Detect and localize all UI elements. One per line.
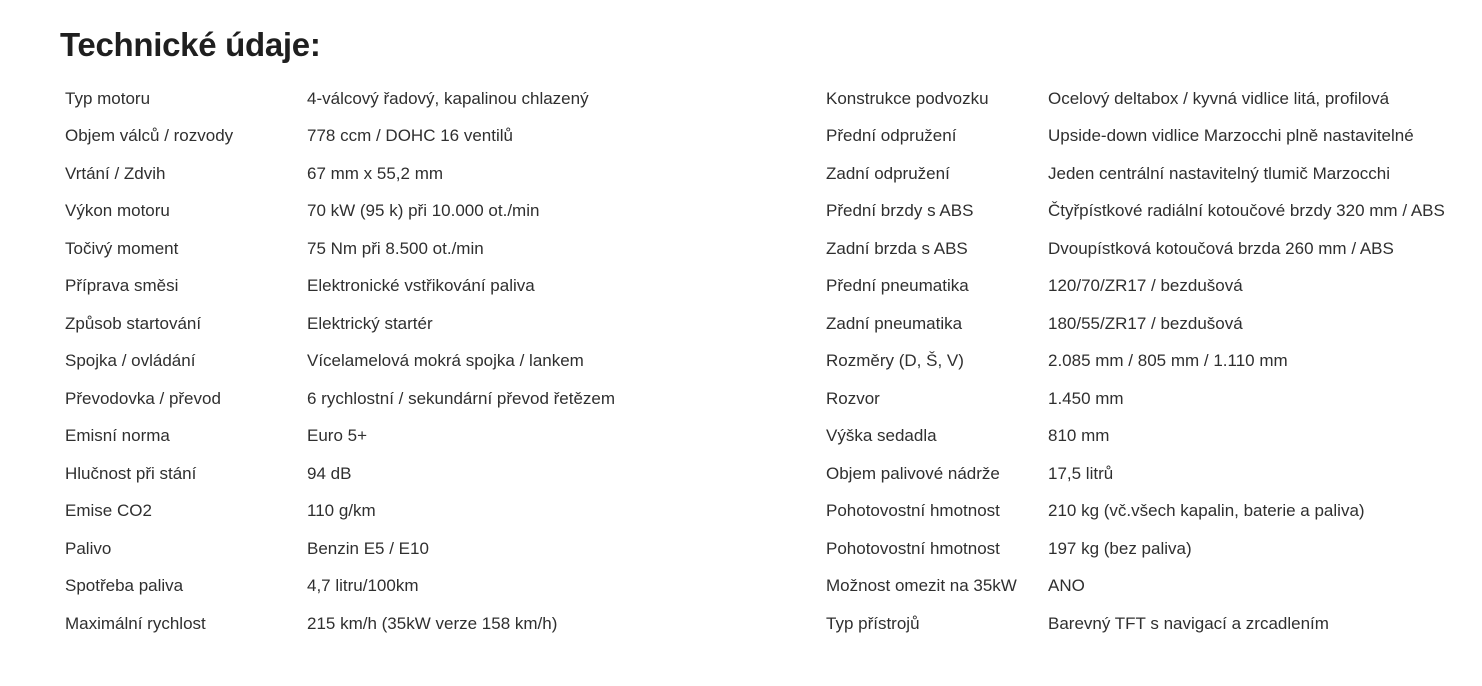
- spec-value: 120/70/ZR17 / bezdušová: [1048, 276, 1243, 296]
- spec-label: Příprava směsi: [65, 276, 179, 296]
- spec-value: ANO: [1048, 576, 1085, 596]
- spec-value: Benzin E5 / E10: [307, 538, 429, 558]
- spec-row: [65, 343, 615, 381]
- spec-label: Zadní brzda s ABS: [826, 238, 968, 258]
- spec-row: [65, 455, 615, 493]
- spec-value: Dvoupístková kotoučová brzda 260 mm / ABS: [1048, 238, 1394, 258]
- spec-value: 810 mm: [1048, 426, 1110, 446]
- spec-row: [826, 118, 1445, 156]
- spec-label: Pohotovostní hmotnost: [826, 538, 1000, 558]
- spec-label: Spojka / ovládání: [65, 351, 196, 371]
- spec-label: Výkon motoru: [65, 201, 170, 221]
- spec-label: Způsob startování: [65, 313, 202, 333]
- spec-label: Výška sedadla: [826, 426, 937, 446]
- spec-value: Ocelový deltabox / kyvná vidlice litá, profilová: [1048, 88, 1390, 108]
- spec-value: 215 km/h (35kW verze 158 km/h): [307, 613, 558, 633]
- spec-row: [826, 380, 1445, 418]
- spec-row: [65, 418, 615, 456]
- spec-row: [826, 193, 1445, 231]
- spec-value: 75 Nm při 8.500 ot./min: [307, 238, 484, 258]
- spec-value: Elektrický startér: [307, 313, 433, 333]
- spec-label: Hlučnost při stání: [65, 463, 197, 483]
- spec-label: Objem válců / rozvody: [65, 126, 234, 146]
- spec-row: [826, 230, 1445, 268]
- spec-row: [826, 493, 1445, 531]
- spec-row: [65, 568, 615, 606]
- spec-value: 70 kW (95 k) při 10.000 ot./min: [307, 201, 540, 221]
- spec-table-right: [826, 80, 1445, 643]
- spec-label: Typ přístrojů: [826, 613, 920, 633]
- spec-value: Upside-down vidlice Marzocchi plně nastavitelné: [1048, 126, 1414, 146]
- spec-label: Zadní pneumatika: [826, 313, 963, 333]
- spec-row: [65, 305, 615, 343]
- spec-label: Emise CO2: [65, 501, 152, 521]
- spec-label: Rozměry (D, Š, V): [826, 351, 964, 371]
- spec-value: 94 dB: [307, 463, 352, 483]
- spec-value: 4-válcový řadový, kapalinou chlazený: [307, 88, 589, 108]
- spec-label: Zadní odpružení: [826, 163, 950, 183]
- spec-value: 17,5 litrů: [1048, 463, 1114, 483]
- spec-label: Možnost omezit na 35kW: [826, 576, 1017, 596]
- spec-row: [65, 493, 615, 531]
- spec-value: 2.085 mm / 805 mm / 1.110 mm: [1048, 351, 1288, 371]
- spec-label: Objem palivové nádrže: [826, 463, 1000, 483]
- spec-row: [65, 530, 615, 568]
- spec-row: [65, 80, 615, 118]
- spec-label: Pohotovostní hmotnost: [826, 501, 1000, 521]
- spec-label: Konstrukce podvozku: [826, 88, 989, 108]
- spec-row: [65, 605, 615, 643]
- spec-row: [826, 305, 1445, 343]
- spec-label: Přední odpružení: [826, 126, 957, 146]
- spec-value: Euro 5+: [307, 426, 368, 446]
- spec-value: Elektronické vstřikování paliva: [307, 276, 535, 296]
- spec-table-left-body: [65, 80, 615, 643]
- spec-label: Palivo: [65, 538, 112, 558]
- spec-value: 778 ccm / DOHC 16 ventilů: [307, 126, 513, 146]
- spec-row: [65, 118, 615, 156]
- spec-value: 180/55/ZR17 / bezdušová: [1048, 313, 1243, 333]
- spec-label: Rozvor: [826, 388, 880, 408]
- spec-row: [826, 418, 1445, 456]
- spec-label: Spotřeba paliva: [65, 576, 184, 596]
- spec-label: Točivý moment: [65, 238, 179, 258]
- page-title: Technické údaje:: [60, 26, 321, 63]
- spec-row: [65, 380, 615, 418]
- spec-row: [826, 605, 1445, 643]
- spec-label: Typ motoru: [65, 88, 151, 108]
- spec-label: Převodovka / převod: [65, 388, 221, 408]
- spec-value: 197 kg (bez paliva): [1048, 538, 1192, 558]
- spec-label: Emisní norma: [65, 426, 170, 446]
- spec-row: [826, 268, 1445, 306]
- spec-value: Vícelamelová mokrá spojka / lankem: [307, 351, 584, 371]
- spec-value: 110 g/km: [307, 501, 376, 521]
- spec-value: 6 rychlostní / sekundární převod řetězem: [307, 388, 616, 408]
- spec-row: [65, 268, 615, 306]
- spec-value: 4,7 litru/100km: [307, 576, 419, 596]
- spec-row: [826, 530, 1445, 568]
- spec-row: [826, 155, 1445, 193]
- spec-value: 1.450 mm: [1048, 388, 1124, 408]
- spec-label: Maximální rychlost: [65, 613, 206, 633]
- spec-row: [826, 343, 1445, 381]
- spec-table-right-body: [826, 80, 1445, 643]
- spec-table-left: [65, 80, 615, 643]
- spec-row: [826, 80, 1445, 118]
- spec-value: Barevný TFT s navigací a zrcadlením: [1048, 613, 1329, 633]
- spec-value: 67 mm x 55,2 mm: [307, 163, 444, 183]
- spec-value: Čtyřpístkové radiální kotoučové brzdy 320 mm / ABS: [1048, 201, 1445, 221]
- spec-row: [65, 155, 615, 193]
- spec-row: [826, 568, 1445, 606]
- spec-label: Přední pneumatika: [826, 276, 969, 296]
- spec-label: Přední brzdy s ABS: [826, 201, 974, 221]
- spec-row: [65, 193, 615, 231]
- spec-value: 210 kg (vč.všech kapalin, baterie a paliva): [1048, 501, 1365, 521]
- spec-row: [826, 455, 1445, 493]
- spec-value: Jeden centrální nastavitelný tlumič Marzocchi: [1048, 163, 1391, 183]
- spec-label: Vrtání / Zdvih: [65, 163, 166, 183]
- spec-row: [65, 230, 615, 268]
